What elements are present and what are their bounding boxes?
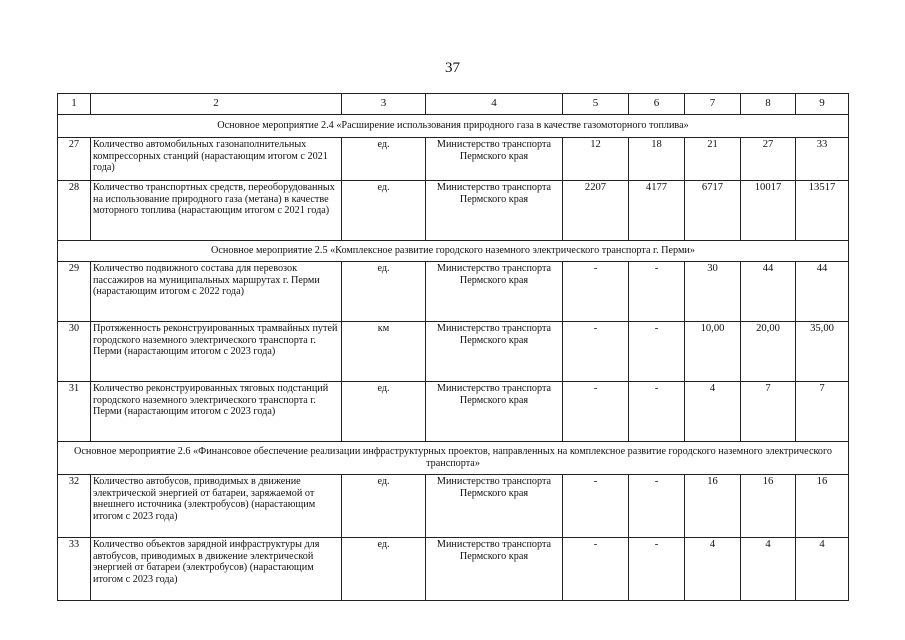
responsible-org: Министерство транспорта Пермского края (426, 138, 563, 181)
value-col-5: - (563, 382, 629, 442)
unit: ед. (342, 181, 426, 241)
value-col-5: - (563, 538, 629, 601)
indicator-name: Количество подвижного состава для перевозок пассажиров на муниципальных маршрутах г. Перми (нарастающим итогом с 2022 года) (91, 262, 342, 322)
column-header: 2 (91, 94, 342, 115)
value-col-9: 13517 (796, 181, 849, 241)
section-title: Основное мероприятие 2.5 «Комплексное развитие городского наземного электрического транспорта г. Перми» (58, 241, 849, 262)
value-col-7: 30 (685, 262, 741, 322)
unit: км (342, 322, 426, 382)
table-row (58, 538, 849, 601)
value-col-8: 27 (741, 138, 796, 181)
row-number: 31 (58, 382, 91, 442)
value-col-7: 21 (685, 138, 741, 181)
value-col-9: 16 (796, 475, 849, 538)
section-row (58, 241, 849, 262)
value-col-7: 6717 (685, 181, 741, 241)
value-col-6: - (629, 538, 685, 601)
value-col-7: 16 (685, 475, 741, 538)
value-col-6: - (629, 382, 685, 442)
indicator-name: Количество автомобильных газонаполнительных компрессорных станций (нарастающим итогом с 2021 года) (91, 138, 342, 181)
row-number: 27 (58, 138, 91, 181)
responsible-org: Министерство транспорта Пермского края (426, 538, 563, 601)
responsible-org: Министерство транспорта Пермского края (426, 262, 563, 322)
value-col-9: 44 (796, 262, 849, 322)
column-header: 9 (796, 94, 849, 115)
column-number-header-row (58, 94, 849, 115)
column-header: 3 (342, 94, 426, 115)
table-row (58, 322, 849, 382)
value-col-9: 33 (796, 138, 849, 181)
row-number: 33 (58, 538, 91, 601)
unit: ед. (342, 475, 426, 538)
value-col-8: 44 (741, 262, 796, 322)
indicator-name: Количество реконструированных тяговых подстанций городского наземного электрического транспорта г. Перми (нарастающим итогом с 2023 года) (91, 382, 342, 442)
unit: ед. (342, 262, 426, 322)
unit: ед. (342, 382, 426, 442)
row-number: 30 (58, 322, 91, 382)
row-number: 28 (58, 181, 91, 241)
column-header: 7 (685, 94, 741, 115)
row-number: 32 (58, 475, 91, 538)
value-col-6: 18 (629, 138, 685, 181)
value-col-7: 4 (685, 538, 741, 601)
value-col-6: - (629, 475, 685, 538)
row-number: 29 (58, 262, 91, 322)
table-row (58, 475, 849, 538)
table-row (58, 382, 849, 442)
value-col-6: 4177 (629, 181, 685, 241)
responsible-org: Министерство транспорта Пермского края (426, 382, 563, 442)
responsible-org: Министерство транспорта Пермского края (426, 475, 563, 538)
page-number: 37 (445, 60, 460, 76)
value-col-5: 12 (563, 138, 629, 181)
responsible-org: Министерство транспорта Пермского края (426, 322, 563, 382)
value-col-5: - (563, 475, 629, 538)
indicator-name: Количество объектов зарядной инфраструктуры для автобусов, приводимых в движение электрической энергией от батареи (электробусов) (нарастающим итогом с 2023 года) (91, 538, 342, 601)
column-header: 8 (741, 94, 796, 115)
value-col-8: 20,00 (741, 322, 796, 382)
unit: ед. (342, 138, 426, 181)
value-col-9: 4 (796, 538, 849, 601)
value-col-8: 16 (741, 475, 796, 538)
unit: ед. (342, 538, 426, 601)
value-col-5: - (563, 322, 629, 382)
column-header: 1 (58, 94, 91, 115)
indicators-table (57, 93, 849, 601)
indicator-name: Количество транспортных средств, переоборудованных на использование природного газа (метана) в качестве моторного топлива (нарастающим итогом с 2021 года) (91, 181, 342, 241)
value-col-8: 4 (741, 538, 796, 601)
section-row (58, 442, 849, 475)
column-header: 6 (629, 94, 685, 115)
indicator-name: Протяженность реконструированных трамвайных путей городского наземного электрического транспорта г. Перми (нарастающим итогом с 2023 года) (91, 322, 342, 382)
section-title: Основное мероприятие 2.6 «Финансовое обеспечение реализации инфраструктурных проектов, направленных на комплексное развитие городского наземного электрического транспорта» (58, 442, 849, 475)
value-col-5: 2207 (563, 181, 629, 241)
value-col-6: - (629, 262, 685, 322)
column-header: 4 (426, 94, 563, 115)
value-col-7: 4 (685, 382, 741, 442)
value-col-7: 10,00 (685, 322, 741, 382)
table-row (58, 262, 849, 322)
table-row (58, 138, 849, 181)
value-col-9: 7 (796, 382, 849, 442)
value-col-5: - (563, 262, 629, 322)
column-header: 5 (563, 94, 629, 115)
value-col-6: - (629, 322, 685, 382)
section-title: Основное мероприятие 2.4 «Расширение использования природного газа в качестве газомоторного топлива» (58, 115, 849, 138)
value-col-9: 35,00 (796, 322, 849, 382)
value-col-8: 7 (741, 382, 796, 442)
indicator-name: Количество автобусов, приводимых в движение электрической энергией от батареи, заряжаемой от внешнего источника (электробусов) (нарастающим итогом с 2023 года) (91, 475, 342, 538)
table-row (58, 181, 849, 241)
responsible-org: Министерство транспорта Пермского края (426, 181, 563, 241)
value-col-8: 10017 (741, 181, 796, 241)
section-row (58, 115, 849, 138)
